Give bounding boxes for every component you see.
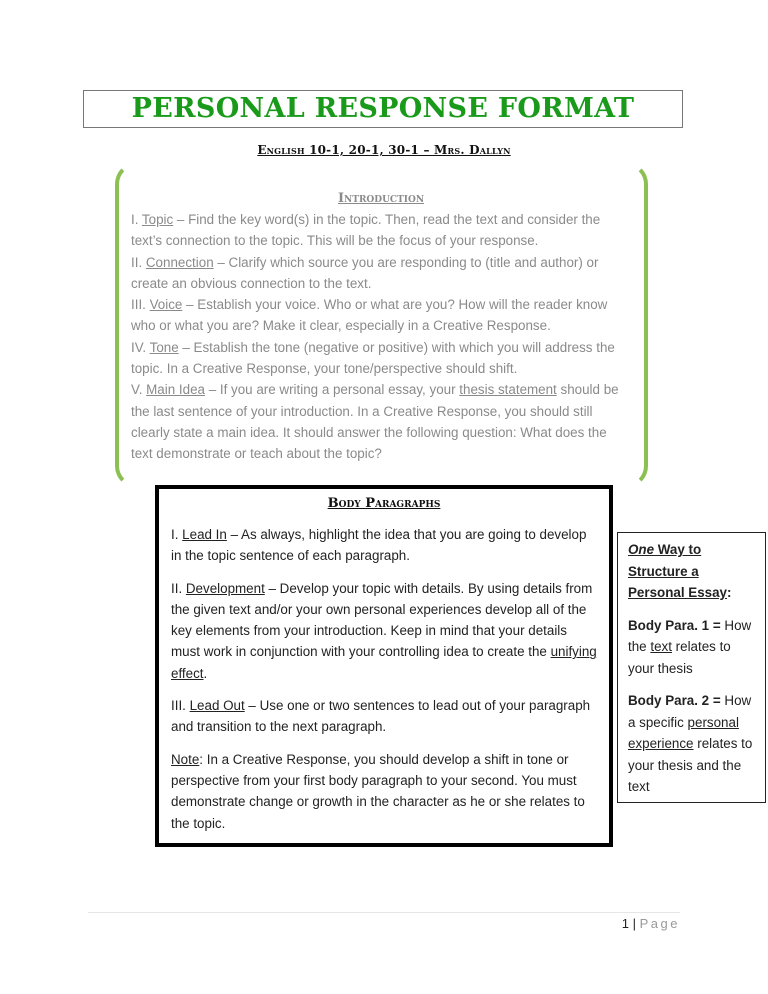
numeral: III. bbox=[131, 297, 150, 313]
item-text: – Establish your voice. Who or what are you? How will the reader know who or what you are? Make it clear, especially in a Creative Response. bbox=[131, 297, 608, 334]
term: Tone bbox=[149, 339, 179, 355]
item-text: relates to your thesis bbox=[628, 639, 731, 676]
sidebar-title bbox=[628, 539, 755, 604]
footer-divider bbox=[88, 912, 680, 913]
intro-item-topic bbox=[131, 209, 631, 252]
sidebar-title-rest: Way to Structure a Personal Essay bbox=[628, 542, 728, 600]
item-text: : In a Creative Response, you should develop a shift in tone or perspective from your first body paragraph to your second. You must demonstrate change or growth in the character as he or she relates to the topic. bbox=[171, 751, 585, 831]
term: Lead Out bbox=[189, 698, 245, 714]
page-title: PERSONAL RESPONSE FORMAT bbox=[131, 93, 635, 124]
numeral: II. bbox=[131, 254, 146, 270]
term: Voice bbox=[149, 297, 183, 313]
item-text: – Clarify which source you are responding to (title and author) or create an obvious connection to the text. bbox=[131, 254, 599, 291]
intro-item-voice bbox=[131, 294, 631, 337]
item-text: – Develop your topic with details. By using details from the given text and/or your own personal experiences develop all of the key elements from your introduction. Keep in mind that your details must work in conjunction with your controlling idea to create the bbox=[171, 580, 593, 660]
term: Topic bbox=[141, 212, 174, 227]
item-text: How the bbox=[628, 617, 752, 654]
page-footer bbox=[580, 916, 680, 931]
body-paragraphs-heading: Body Paragraphs bbox=[327, 496, 441, 511]
term-unifying-effect: unifying effect bbox=[171, 644, 597, 681]
term: personal experience bbox=[628, 714, 739, 751]
term: text bbox=[650, 639, 672, 654]
title-box bbox=[83, 90, 683, 128]
intro-item-main-idea bbox=[131, 379, 631, 464]
body-item-note bbox=[171, 749, 597, 834]
numeral: III. bbox=[171, 698, 190, 714]
body-item-lead-in bbox=[171, 524, 597, 567]
term: Lead In bbox=[182, 527, 227, 542]
body-item-development bbox=[171, 578, 597, 684]
term-thesis-statement: thesis statement bbox=[459, 382, 557, 398]
page-subtitle: English 10-1, 20-1, 30-1 – Mrs. Dallyn bbox=[257, 143, 511, 157]
numeral: V. bbox=[131, 382, 147, 398]
item-text: . bbox=[203, 665, 208, 681]
item-text: – Use one or two sentences to lead out of your paragraph and transition to the next paragraph. bbox=[171, 698, 591, 735]
sidebar-title-italic: One bbox=[628, 542, 655, 557]
item-text: – Establish the tone (negative or positive) with which you will address the topic. In a Creative Response, your tone/perspective should shift. bbox=[131, 339, 615, 377]
introduction-heading: Introduction bbox=[337, 191, 425, 206]
footer-separator: | bbox=[629, 916, 640, 931]
item-text: How a specific bbox=[628, 693, 752, 730]
numeral: I. bbox=[131, 212, 142, 227]
page-number: 1 bbox=[621, 916, 630, 931]
body-paragraphs-box bbox=[155, 485, 613, 847]
body-item-lead-out bbox=[171, 695, 597, 738]
sidebar-item-label: Body Para. 2 = bbox=[628, 693, 721, 708]
structure-sidebar bbox=[617, 532, 766, 803]
numeral: II. bbox=[171, 580, 186, 596]
item-text: – Find the key word(s) in the topic. Then, read the text and consider the text’s connection to the topic. This will be the focus of your response. bbox=[131, 212, 601, 249]
sidebar-title-colon: : bbox=[727, 585, 732, 600]
intro-item-tone bbox=[131, 337, 631, 380]
item-text: – As always, highlight the idea that you are going to develop in the topic sentence of each paragraph. bbox=[171, 527, 587, 564]
numeral: IV. bbox=[131, 339, 150, 355]
numeral: I. bbox=[171, 527, 183, 542]
sidebar-item-body-para-2 bbox=[628, 690, 755, 798]
introduction-section bbox=[131, 190, 631, 465]
intro-item-connection bbox=[131, 252, 631, 295]
item-text: relates to your thesis and the text bbox=[628, 736, 753, 794]
term: Connection bbox=[145, 254, 214, 270]
term: Note bbox=[171, 751, 200, 767]
sidebar-item-body-para-1 bbox=[628, 615, 755, 680]
item-text: – If you are writing a personal essay, your bbox=[204, 382, 460, 398]
term: Development bbox=[185, 580, 265, 596]
item-text: should be the last sentence of your introduction. In a Creative Response, you should still clearly state a main idea. It should answer the following question: What does the text demonstrate or teach about the topic? bbox=[131, 382, 619, 462]
term: Main Idea bbox=[146, 382, 205, 398]
sidebar-item-label: Body Para. 1 = bbox=[628, 617, 721, 633]
page-label: Page bbox=[639, 916, 680, 931]
